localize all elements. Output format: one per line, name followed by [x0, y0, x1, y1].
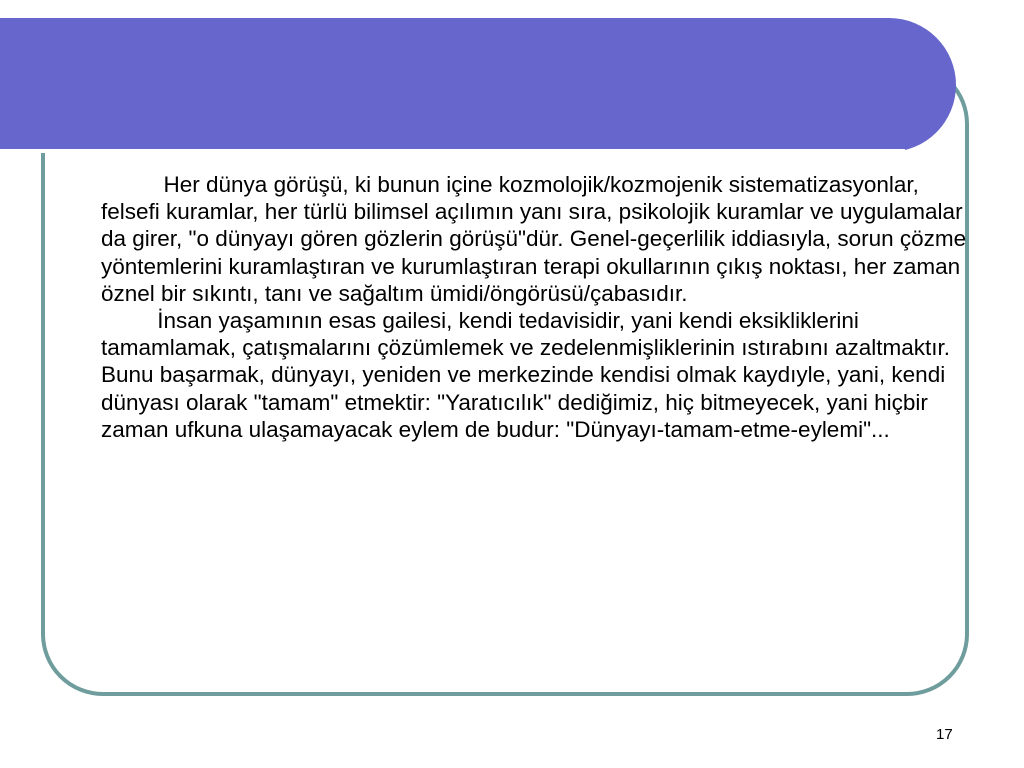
- banner-divider-line: [0, 149, 905, 153]
- slide-number: 17: [936, 726, 953, 743]
- paragraph-2: İnsan yaşamının esas gailesi, kendi tedavisidir, yani kendi eksikliklerini tamamlamak, çatışmalarını çözümlemek ve zedelenmişliklerinin ıstırabını azaltmaktır. Bunu başarmak, dünyayı, yeniden ve merkezinde kendisi olmak kaydıyle, yani, kendi dünyası olarak "tamam" etmektir: "Yaratıcılık" dediğimiz, hiç bitmeyecek, yani hiçbir zaman ufkuna ulaşamayacak eylem de budur: "Dünyayı-tamam-etme-eylemi"...: [101, 308, 957, 442]
- paragraph-1: Her dünya görüşü, ki bunun içine kozmolojik/kozmojenik sistematizasyonlar, felsefi kuramlar, her türlü bilimsel açılımın yanı sıra, psikolojik kuramlar ve uygulamalar da girer, "o dünyayı gören gözlerin görüşü"dür. Genel-geçerlilik iddiasıyla, sorun çözme yöntemlerini kuramlaştıran ve kurumlaştıran terapi okullarının çıkış noktası, her zaman öznel bir sıkıntı, tanı ve sağaltım ümidi/öngörüsü/çabasıdır.: [101, 172, 973, 306]
- title-banner: [0, 18, 956, 152]
- body-text: [101, 171, 971, 443]
